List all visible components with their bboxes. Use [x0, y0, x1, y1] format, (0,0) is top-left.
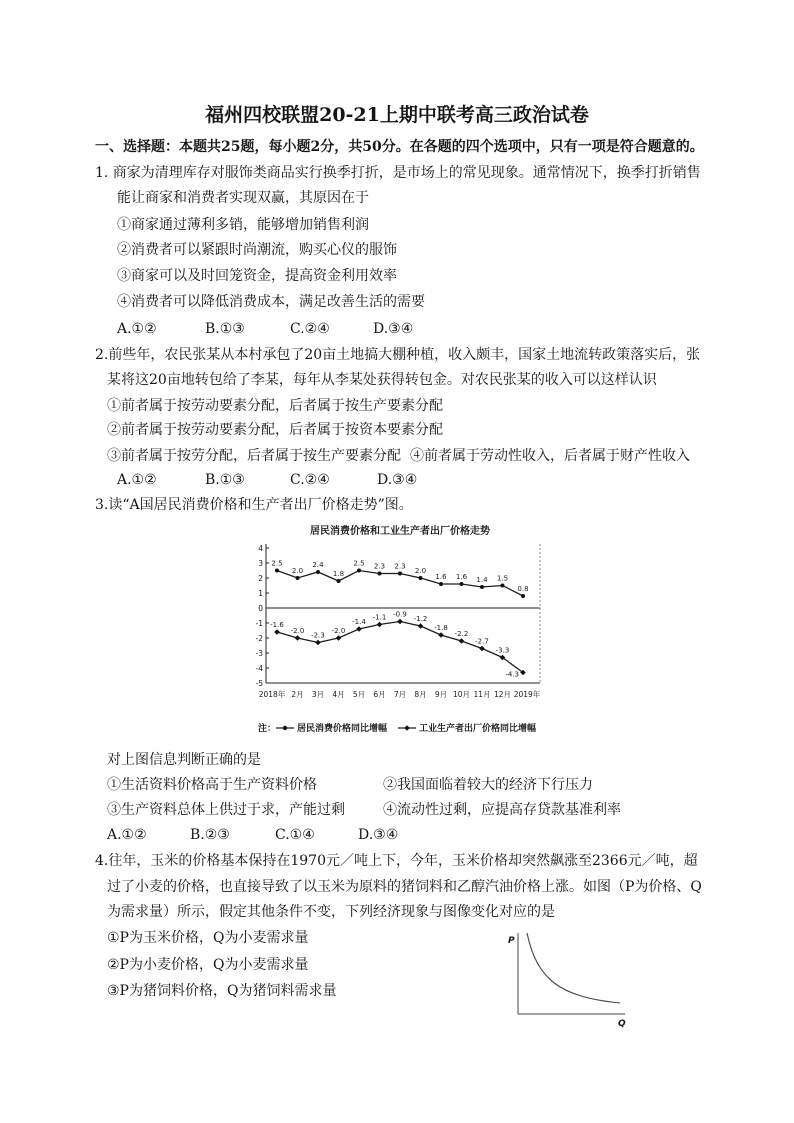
legend-ppi-marker [404, 725, 410, 731]
cpi-data-point [378, 572, 382, 576]
option-4: ④流动性过剩，应提高存贷款基准利率 [383, 802, 621, 818]
cpi-data-label: 2.0 [414, 567, 427, 575]
option-2: ②我国面临着较大的经济下行压力 [383, 777, 593, 793]
cpi-data-point [296, 576, 300, 580]
x-tick-label: 11月 [473, 690, 491, 699]
answer-choice-c: C.②④ [290, 321, 330, 337]
legend-cpi-label: 居民消费价格同比增幅 [297, 724, 388, 734]
y-tick-label: -5 [255, 679, 263, 688]
ppi-data-label: -2.0 [331, 627, 346, 635]
question-stem-line: 过了小麦的价格，也直接导致了以玉米为原料的猪饲料和乙醇汽油价格上涨。如图（P为价格、Q [107, 879, 702, 895]
y-tick-label: 0 [258, 604, 263, 613]
ppi-data-label: -1.1 [372, 613, 387, 622]
answer-choice-c: C.②④ [290, 472, 330, 488]
ppi-data-label: -2.7 [475, 637, 489, 646]
x-tick-label: 2月 [291, 690, 304, 699]
question-stem-line: 3.读“A国居民消费价格和生产者出厂价格走势”图。 [95, 497, 413, 513]
ppi-data-label: -4.3 [505, 670, 519, 679]
cpi-data-point [521, 594, 525, 598]
y-tick-label: 3 [258, 559, 263, 568]
option-4: ④前者属于劳动性收入，后者属于财产性收入 [410, 448, 690, 464]
x-tick-label: 6月 [373, 690, 386, 699]
x-tick-label: 7月 [393, 690, 407, 699]
y-tick-label: 4 [258, 544, 263, 553]
x-tick-label: 12月 [493, 690, 512, 699]
y-tick-label: -3 [255, 649, 263, 658]
cpi-data-point [460, 582, 464, 586]
chart-legend [258, 722, 536, 734]
ppi-data-point [397, 619, 403, 625]
cpi-data-label: 2.0 [291, 567, 304, 575]
ppi-data-point [418, 623, 424, 629]
legend-ppi-label: 工业生产者出厂价格同比增幅 [419, 724, 537, 734]
answer-choice-d: D.③④ [373, 321, 414, 337]
option-2: ②前者属于按劳动要素分配，后者属于按资本要素分配 [107, 422, 443, 438]
cpi-data-point [439, 582, 443, 586]
question-stem-line: 1. 商家为清理库存对服饰类商品实行换季打折，是市场上的常见现象。通常情况下，换季打折销售 [95, 165, 701, 181]
q-axis-label: Q [618, 1019, 626, 1029]
cpi-data-label: 1.6 [435, 573, 447, 581]
cpi-data-point [337, 579, 341, 583]
ppi-data-point [438, 632, 444, 638]
x-tick-label: 10月 [452, 690, 471, 699]
answer-choice-a: A.①② [117, 321, 157, 337]
cpi-data-point [419, 576, 423, 580]
cpi-data-label: 2.3 [373, 562, 386, 571]
question-stem-line: 某将这20亩地转包给了李某，每年从李某处获得转包金。对农民张某的收入可以这样认识 [107, 372, 657, 388]
ppi-data-point [356, 626, 362, 632]
cpi-data-label: 2.5 [353, 559, 365, 568]
x-tick-label: 2018年 [258, 690, 286, 699]
p-axis-label: P [508, 936, 515, 946]
cpi-data-label: 1.5 [496, 574, 509, 583]
answer-choice-b: B.②③ [190, 827, 230, 843]
cpi-data-label: 1.8 [332, 570, 345, 578]
cpi-data-label: 1.6 [455, 573, 468, 581]
question-prompt: 对上图信息判断正确的是 [107, 752, 261, 768]
demand-curve-graph [505, 925, 630, 1030]
cpi-data-point [275, 569, 279, 573]
x-tick-label: 3月 [311, 690, 325, 699]
section-heading: 一、选择题：本题共25题，每小题2分，共50分。在各题的四个选项中，只有一项是符合题意的。 [95, 139, 704, 155]
cpi-data-point [357, 569, 361, 573]
chart-title: 居民消费价格和工业生产者出厂价格走势 [310, 526, 490, 537]
option-1: ①商家通过薄利多销，能够增加销售利润 [117, 217, 369, 233]
exam-title: 福州四校联盟20-21上期中联考高三政治试卷 [205, 104, 589, 126]
option-1: ①生活资料价格高于生产资料价格 [107, 777, 317, 793]
answer-choice-d: D.③④ [377, 472, 418, 488]
ppi-data-label: -2.3 [311, 631, 325, 640]
legend-cpi-marker [283, 726, 287, 730]
x-tick-label: 4月 [332, 690, 345, 699]
x-tick-label: 8月 [414, 690, 427, 699]
answer-choice-a: A.①② [107, 827, 147, 843]
ppi-data-label: -1.2 [413, 615, 428, 623]
option-3: ③生产资料总体上供过于求，产能过剩 [107, 802, 345, 818]
y-tick-label: 2 [258, 574, 263, 583]
answer-choice-c: C.①④ [275, 827, 315, 843]
ppi-data-point [336, 635, 342, 641]
ppi-data-point [295, 635, 301, 641]
cpi-data-point [316, 570, 320, 574]
cpi-data-label: 2.5 [271, 559, 283, 568]
cpi-data-label: 2.4 [312, 561, 324, 569]
price-trend-chart [250, 515, 550, 740]
y-tick-label: -1 [255, 619, 263, 628]
x-tick-label: 9月 [434, 690, 448, 699]
cpi-data-point [480, 585, 484, 589]
answer-choice-b: B.①③ [205, 472, 245, 488]
chart-plot-area [256, 544, 541, 699]
x-tick-label: 5月 [352, 690, 366, 699]
demand-curve [527, 933, 620, 1003]
ppi-data-point [377, 622, 383, 628]
cpi-data-label: 2.3 [394, 562, 406, 571]
option-3: ③商家可以及时回笼资金，提高资金利用效率 [117, 268, 397, 284]
ppi-data-label: -1.4 [352, 618, 366, 626]
cpi-data-label: 1.4 [476, 576, 488, 584]
y-tick-label: -2 [255, 634, 263, 643]
option-3: ③P为猪饲料价格，Q为猪饲料需求量 [107, 983, 337, 999]
ppi-data-label: -1.6 [270, 621, 284, 629]
ppi-data-point [479, 646, 485, 652]
option-1: ①P为玉米价格，Q为小麦需求量 [107, 930, 309, 946]
question-stem-line: 为需求量）所示，假定其他条件不变，下列经济现象与图像变化对应的是 [107, 904, 555, 920]
cpi-data-point [501, 584, 505, 588]
ppi-data-point [274, 629, 280, 635]
ppi-data-label: -3.3 [495, 646, 510, 655]
ppi-data-point [315, 640, 321, 646]
option-3: ③前者属于按劳分配，后者属于按生产要素分配 [107, 448, 401, 464]
ppi-data-point [459, 638, 465, 644]
question-stem-line: 4.往年，玉米的价格基本保持在1970元／吨上下，今年，玉米价格却突然飙涨至2366元／吨，超 [95, 853, 698, 869]
option-2: ②P为小麦价格，Q为小麦需求量 [107, 957, 309, 973]
ppi-data-label: -1.8 [434, 624, 448, 632]
question-stem-line: 能让商家和消费者实现双赢，其原因在于 [117, 190, 369, 206]
ppi-data-label: -2.0 [290, 627, 305, 635]
ppi-data-label: -0.9 [393, 610, 407, 619]
ppi-data-label: -2.2 [454, 630, 469, 638]
answer-choice-a: A.①② [117, 472, 157, 488]
y-tick-label: -4 [255, 664, 263, 673]
option-4: ④消费者可以降低消费成本，满足改善生活的需要 [117, 294, 425, 310]
cpi-data-point [398, 572, 402, 576]
legend-note: 注： [258, 724, 277, 734]
cpi-data-label: 0.8 [517, 585, 529, 593]
x-tick-label: 2019年 [513, 690, 541, 699]
option-1: ①前者属于按劳动要素分配，后者属于按生产要素分配 [107, 398, 443, 414]
option-2: ②消费者可以紧跟时尚潮流，购买心仪的服饰 [117, 242, 397, 258]
question-stem-line: 2.前些年，农民张某从本村承包了20亩土地搞大棚种植，收入颇丰，国家土地流转政策落实后，张 [95, 347, 701, 363]
y-tick-label: 1 [258, 589, 263, 598]
answer-choice-b: B.①③ [205, 321, 245, 337]
ppi-series-line [277, 622, 523, 673]
answer-choice-d: D.③④ [358, 827, 399, 843]
